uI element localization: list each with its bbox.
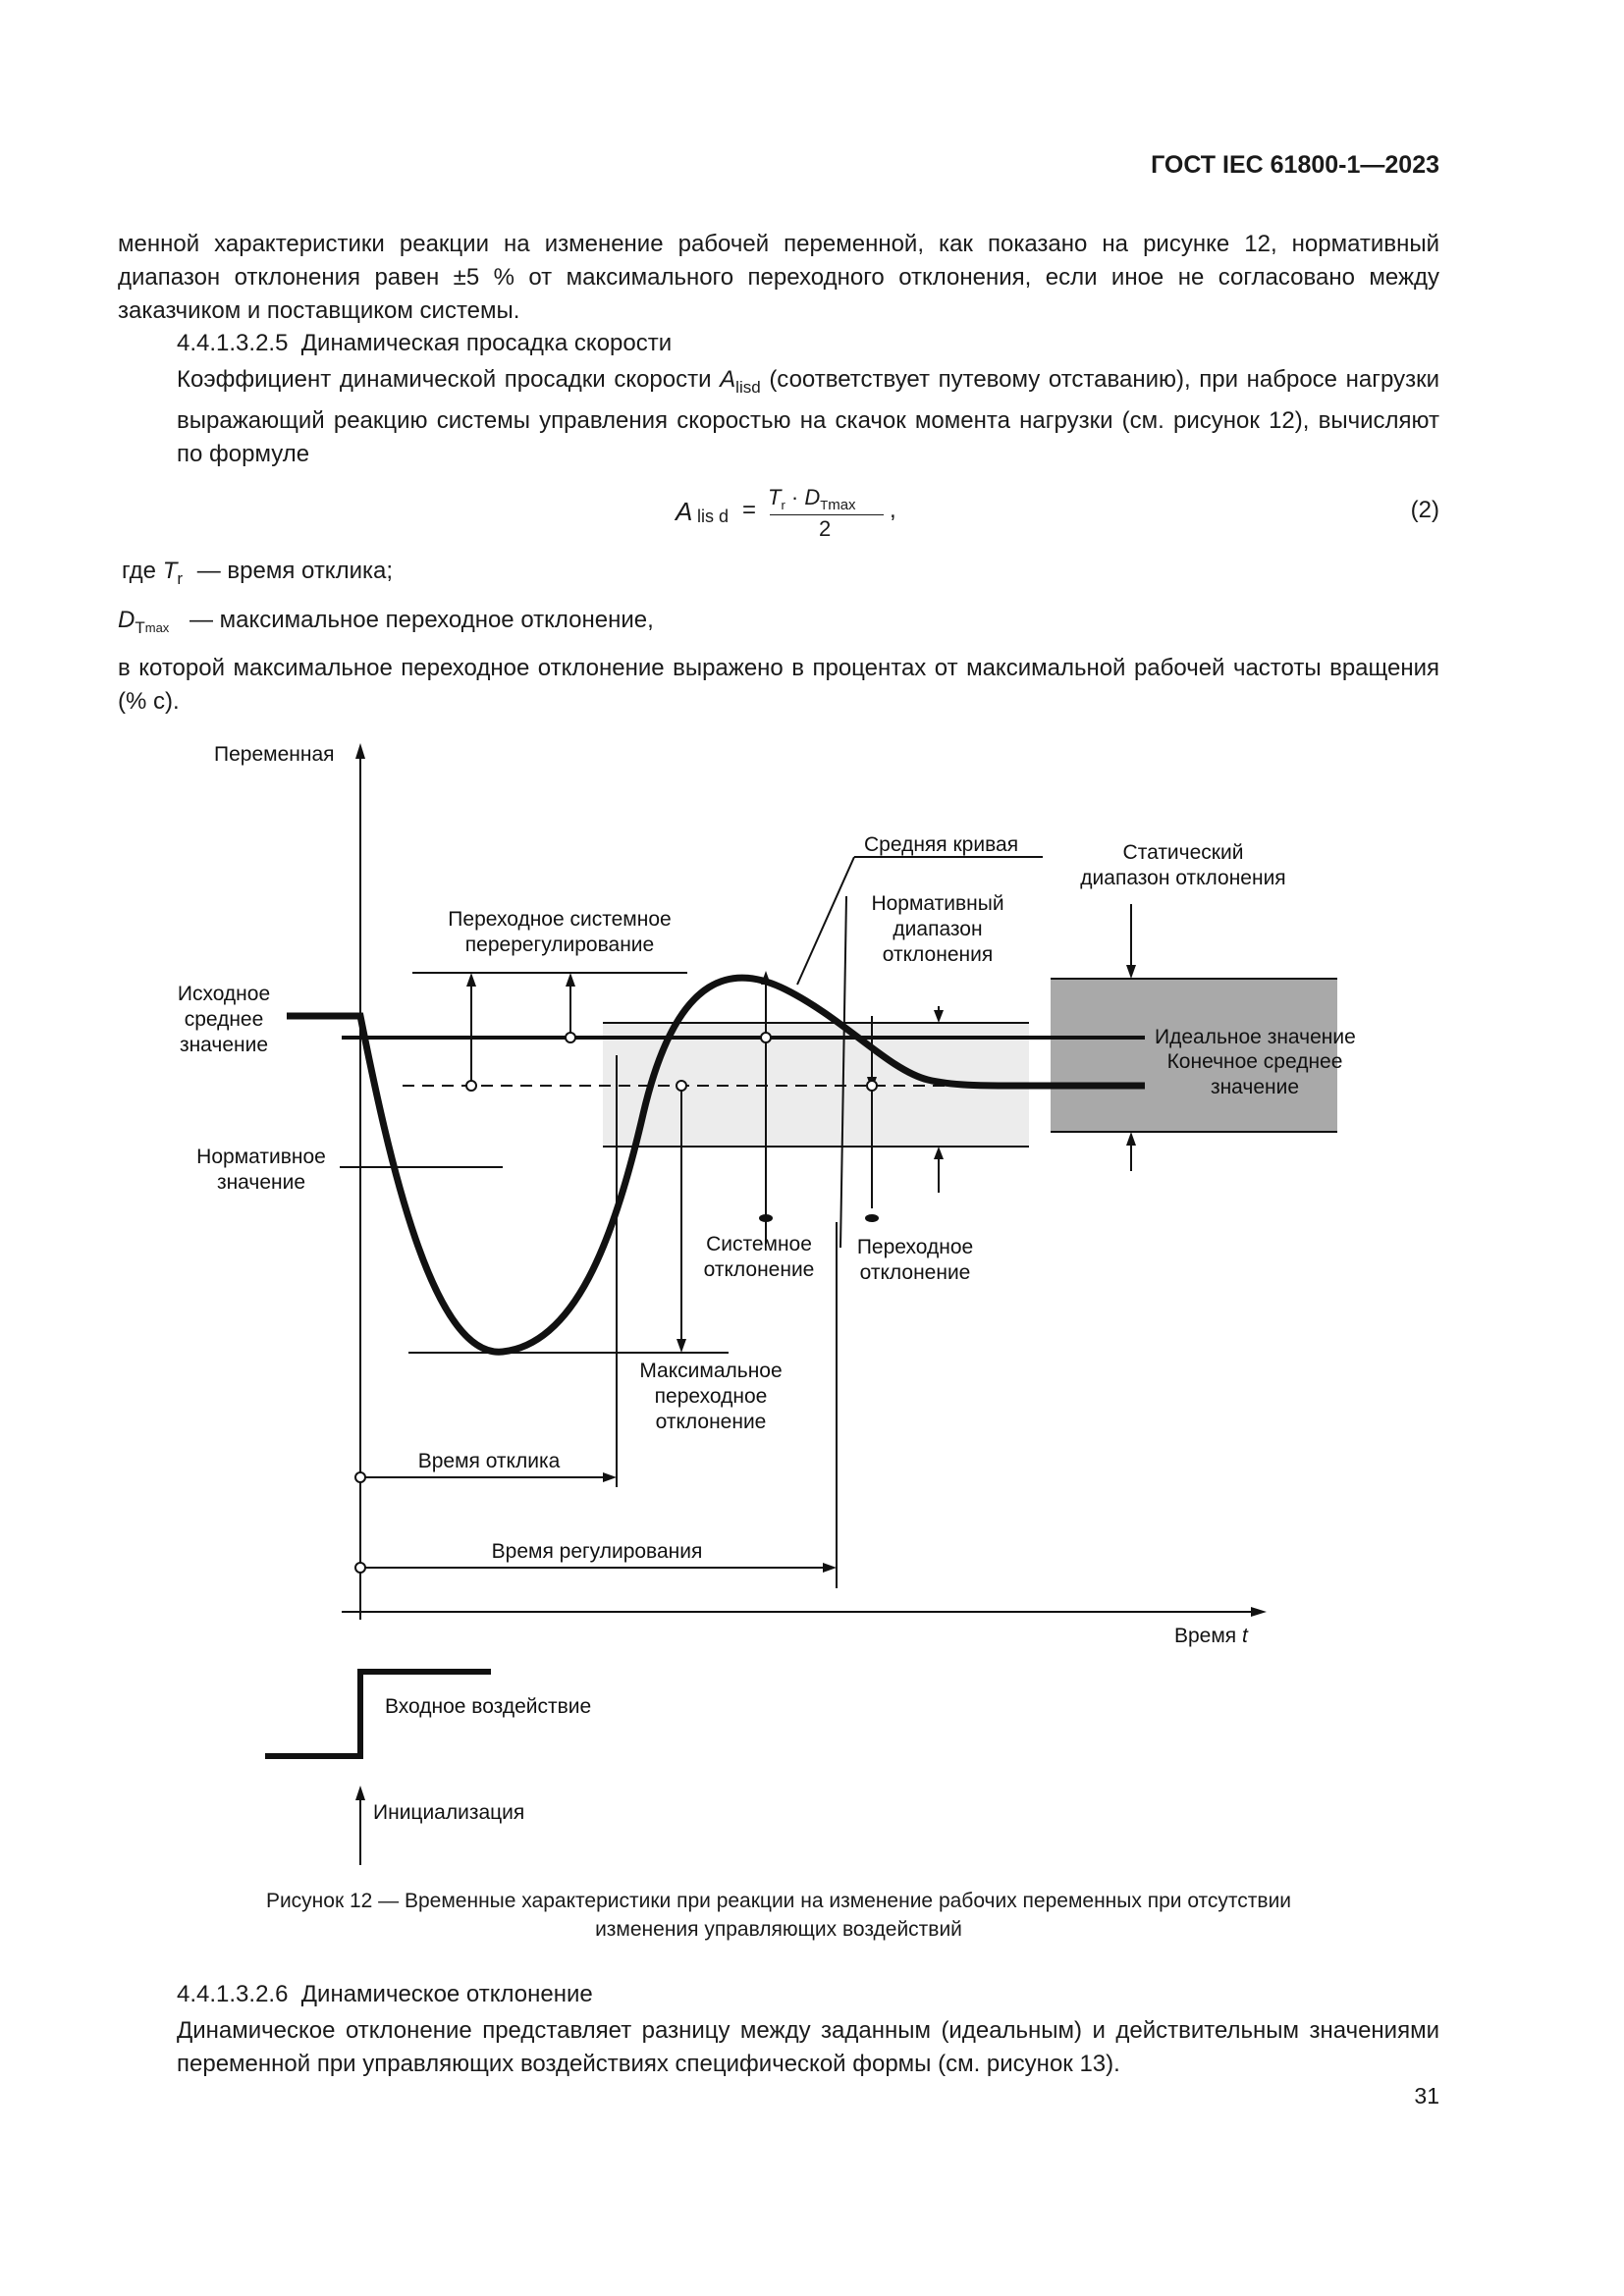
label-max-transient-2: переходное — [654, 1385, 768, 1408]
label-normative-value-1: Нормативное — [196, 1146, 326, 1168]
section-heading-4-4-1-3-2-5 — [177, 330, 672, 357]
label-normative-range-2: диапазон — [893, 918, 983, 940]
max-transient-point — [677, 1081, 686, 1091]
x-axis-label — [1174, 1625, 1249, 1647]
section-heading-4-4-1-3-2-6 — [177, 1981, 593, 2008]
document-header: ГОСТ IEC 61800-1—2023 — [1151, 151, 1439, 179]
formula-number: (2) — [1410, 497, 1439, 523]
label-settling-time: Время регулирования — [491, 1540, 703, 1563]
formula-fraction-bar — [770, 514, 884, 515]
label-initial-2: среднее — [184, 1008, 264, 1031]
label-static-range-2: диапазон отклонения — [1080, 867, 1286, 889]
section-number: 4.4.1.3.2.5 — [177, 330, 289, 356]
system-deviation-point — [761, 1033, 771, 1042]
where-prefix: где — [122, 558, 157, 584]
label-transient-deviation-1: Переходное — [856, 1236, 974, 1258]
final-paragraph: Динамическое отклонение представляет разницу между заданным (идеальным) и действительным значениями переменной при управляющих воздействиях специфической формы (см. рисунок 13). — [177, 2017, 1439, 2077]
where-time-response — [122, 558, 393, 589]
initialization-arrowhead — [355, 1786, 365, 1800]
formula-numerator — [768, 485, 886, 513]
label-overshoot-1: Переходное системное — [448, 908, 672, 931]
where-d-sub: T — [135, 618, 145, 637]
figure-12-diagram — [0, 731, 1624, 1890]
formula-denominator: 2 — [819, 516, 832, 541]
where-t-desc: — время отклика; — [196, 558, 394, 584]
settling-time-start-point — [355, 1563, 365, 1573]
settling-time-arrowhead — [823, 1563, 837, 1573]
section-title: Динамическое отклонение — [300, 1981, 593, 2007]
label-initial-3: значение — [179, 1034, 269, 1056]
label-max-transient-3: отклонение — [655, 1411, 767, 1433]
label-overshoot-2: перерегулирование — [464, 934, 655, 956]
normative-range-arrowhead-bottom — [934, 1147, 944, 1159]
system-deviation-dot — [759, 1214, 773, 1222]
label-normative-range-3: отклонения — [882, 943, 994, 966]
overshoot-arrowhead-left — [466, 973, 476, 987]
where-t-symbol: T — [162, 558, 178, 584]
formula-2 — [676, 485, 911, 544]
transient-deviation-point — [867, 1081, 877, 1091]
formula-lhs-sub: lis d — [697, 507, 730, 526]
figure-caption-line-2: изменения управляющих воздействий — [595, 1918, 962, 1941]
formula-num-d-subsub: max — [828, 497, 856, 513]
after-where-paragraph: в которой максимальное переходное отклонение выражено в процентах от максимальной рабочей частоты вращения (% с). — [118, 655, 1439, 715]
response-time-arrowhead — [603, 1472, 617, 1482]
static-range-arrowhead-bottom — [1126, 1132, 1136, 1146]
label-normative-value-2: значение — [216, 1171, 306, 1194]
label-ideal-value: Идеальное значение — [1155, 1026, 1356, 1048]
where-d-subsub: max — [144, 620, 170, 635]
coefficient-paragraph — [118, 363, 1439, 471]
y-axis-arrow — [355, 743, 365, 759]
normative-range-arrowhead-top — [934, 1010, 944, 1023]
formula-num-d: D — [804, 485, 821, 509]
where-d-symbol: D — [118, 607, 135, 633]
x-axis-symbol: t — [1242, 1625, 1248, 1647]
label-system-deviation-2: отклонение — [703, 1258, 815, 1281]
overshoot-point-right — [566, 1033, 575, 1042]
where-max-deviation — [118, 607, 654, 638]
y-axis-label: Переменная — [214, 743, 335, 766]
coef-lead: Коэффициент динамической просадки скорости — [177, 366, 712, 393]
label-response-time: Время отклика — [417, 1450, 561, 1472]
label-input-action: Входное воздействие — [385, 1695, 592, 1718]
x-axis-word: Время — [1174, 1625, 1237, 1647]
response-time-start-point — [355, 1472, 365, 1482]
section-number: 4.4.1.3.2.6 — [177, 1981, 289, 2007]
where-t-sub: r — [177, 569, 184, 588]
label-final-mean-2: значение — [1210, 1076, 1300, 1098]
x-axis-arrow — [1251, 1607, 1267, 1617]
coef-rest: (соответствует путевому отставанию), при набросе нагрузки выражающий реакцию системы управления скоростью на скачок момента нагрузки (см. рисунок 12), вычисляют по формуле — [177, 366, 1439, 467]
overshoot-arrowhead-right — [566, 973, 575, 987]
page-number: 31 — [1414, 2083, 1439, 2109]
static-range-arrowhead-top — [1126, 965, 1136, 979]
label-system-deviation-1: Системное — [706, 1233, 812, 1255]
formula-num-t-sub: r — [781, 498, 785, 512]
label-normative-range-1: Нормативный — [871, 892, 1004, 915]
formula-equals: = — [742, 497, 757, 523]
label-initial-1: Исходное — [177, 983, 271, 1005]
coef-symbol: A — [720, 366, 736, 393]
label-transient-deviation-2: отклонение — [859, 1261, 971, 1284]
figure-caption-line-1: Рисунок 12 — Временные характеристики при реакции на изменение рабочих переменных при отсутствии — [265, 1890, 1292, 1912]
coef-symbol-sub: lisd — [735, 378, 761, 397]
label-max-transient-1: Максимальное — [639, 1360, 783, 1382]
label-initialization: Инициализация — [373, 1801, 525, 1824]
where-d-desc: — максимальное переходное отклонение, — [189, 607, 654, 633]
formula-lhs: A — [676, 497, 693, 526]
formula-num-d-sub: T — [820, 498, 829, 512]
formula-dot: · — [790, 485, 799, 509]
label-mean-curve: Средняя кривая — [864, 833, 1019, 856]
label-final-mean-1: Конечное среднее — [1166, 1050, 1343, 1073]
formula-comma: , — [890, 497, 896, 523]
overshoot-point-left — [466, 1081, 476, 1091]
transient-deviation-dot — [865, 1214, 879, 1222]
max-transient-arrowhead — [677, 1339, 686, 1353]
label-static-range-1: Статический — [1122, 841, 1244, 864]
section-title: Динамическая просадка скорости — [300, 330, 673, 356]
intro-paragraph: менной характеристики реакции на изменение рабочей переменной, как показано на рисунке 12, нормативный диапазон отклонения равен ±5 % от максимального переходного отклонения, если иное не согласовано между заказчиком и поставщиком системы. — [118, 231, 1439, 324]
formula-num-t: T — [768, 485, 782, 509]
figure-caption — [118, 1887, 1439, 1944]
